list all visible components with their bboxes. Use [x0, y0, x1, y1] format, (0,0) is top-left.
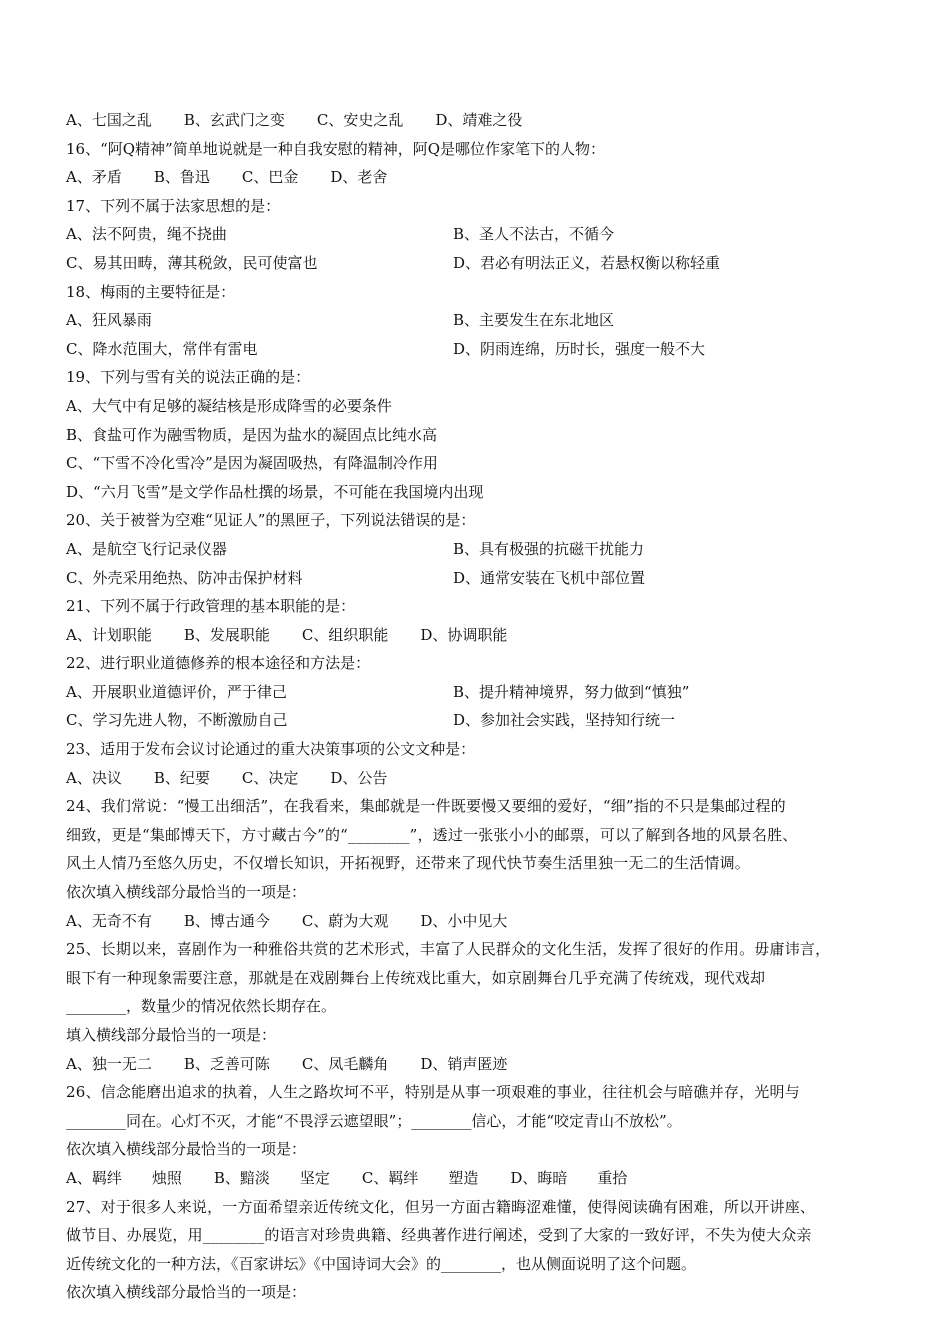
q16-stem: 16、“阿Q精神”简单地说就是一种自我安慰的精神，阿Q是哪位作家笔下的人物： — [66, 139, 606, 158]
option-c: C、“下雪不冷化雪冷”是因为凝固吸热，有降温制冷作用 — [66, 454, 438, 473]
option-a: A、决议 — [66, 768, 122, 787]
q17-options-cd — [66, 249, 910, 278]
q24-options — [66, 907, 910, 936]
option-b: B、纪要 — [153, 768, 210, 787]
option-a: A、矛盾 — [66, 168, 122, 187]
option-d: D、晦暗 重拾 — [510, 1168, 628, 1187]
option-c: C、外壳采用绝热、防冲击保护材料 — [66, 568, 303, 587]
q22-options-ab — [66, 678, 910, 707]
option-b: B、玄武门之变 — [183, 111, 285, 129]
option-d: D、通常安装在飞机中部位置 — [453, 568, 646, 587]
option-a: A、开展职业道德评价，严于律己 — [66, 682, 287, 701]
option-a: A、羁绊 烛照 — [66, 1168, 182, 1187]
q17-options-ab — [66, 220, 910, 249]
option-b: B、主要发生在东北地区 — [453, 311, 615, 330]
option-a: A、无奇不有 — [66, 911, 152, 930]
option-b: B、食盐可作为融雪物质，是因为盐水的凝固点比纯水高 — [66, 425, 438, 444]
q23-options — [66, 764, 910, 793]
q24-prompt: 依次填入横线部分最恰当的一项是： — [66, 883, 307, 902]
option-b: B、博古通今 — [183, 911, 270, 930]
q26-prompt: 依次填入横线部分最恰当的一项是： — [66, 1140, 307, 1159]
q17-stem: 17、下列不属于法家思想的是： — [66, 196, 281, 215]
option-a: A、大气中有足够的凝结核是形成降雪的必要条件 — [66, 396, 392, 415]
option-a: A、是航空飞行记录仪器 — [66, 539, 227, 558]
q21-options — [66, 621, 910, 650]
option-c: C、羁绊 塑造 — [361, 1168, 479, 1187]
option-c: C、易其田畴，薄其税敛，民可使富也 — [66, 253, 318, 272]
q15-options — [66, 106, 910, 135]
q27-stem-line: 近传统文化的一种方法，《百家讲坛》《中国诗词大会》的________，也从侧面说明了这个问题。 — [66, 1254, 697, 1273]
option-d: D、协调职能 — [420, 625, 508, 644]
q25-stem-line: ________，数量少的情况依然长期存在。 — [66, 997, 337, 1016]
q26-stem-line: ________同在。心灯不灭，才能“不畏浮云遮望眼”；________信心，才能“咬定青山不放松”。 — [66, 1111, 682, 1130]
option-c: C、巴金 — [241, 168, 299, 187]
option-c: C、安史之乱 — [316, 111, 404, 129]
option-d: D、参加社会实践，坚持知行统一 — [453, 711, 676, 730]
option-d: D、小中见大 — [420, 911, 508, 930]
option-d: D、君必有明法正义，若悬权衡以称轻重 — [453, 253, 721, 272]
q18-options-ab — [66, 306, 910, 335]
q16-options — [66, 163, 910, 192]
option-b: B、具有极强的抗磁干扰能力 — [453, 539, 645, 558]
option-a: A、法不阿贵，绳不挠曲 — [66, 225, 227, 244]
q25-options — [66, 1050, 910, 1079]
option-a: A、狂风暴雨 — [66, 311, 152, 330]
q26-stem-line: 26、信念能磨出追求的执着，人生之路坎坷不平，特别是从事一项艰难的事业，往往机会与暗礁并存，光明与 — [66, 1083, 800, 1102]
option-b: B、提升精神境界，努力做到“慎独” — [453, 682, 690, 701]
q22-stem: 22、进行职业道德修养的根本途径和方法是： — [66, 654, 371, 673]
q24-stem-line: 细致，更是“集邮博天下，方寸藏古今”的“________”，透过一张张小小的邮票，可以了解到各地的风景名胜、 — [66, 825, 798, 844]
option-c: C、学习先进人物，不断激励自己 — [66, 711, 288, 730]
option-a: A、七国之乱 — [66, 111, 152, 129]
option-d: D、销声匿迹 — [420, 1054, 508, 1073]
q25-prompt: 填入横线部分最恰当的一项是： — [66, 1026, 277, 1044]
option-c: C、降水范围大，常伴有雷电 — [66, 339, 258, 358]
option-b: B、黯淡 坚定 — [213, 1168, 330, 1187]
q20-stem: 20、关于被誉为空难“见证人”的黑匣子，下列说法错误的是： — [66, 511, 476, 530]
q19-stem: 19、下列与雪有关的说法正确的是： — [66, 368, 311, 387]
q21-stem: 21、下列不属于行政管理的基本职能的是： — [66, 597, 356, 616]
q25-stem-line: 25、长期以来，喜剧作为一种雅俗共赏的艺术形式，丰富了人民群众的文化生活，发挥了很好的作用。毋庸讳言， — [66, 940, 831, 959]
q27-stem-line: 做节目、办展览，用________的语言对珍贵典籍、经典著作进行阐述，受到了大家的一致好评，不失为使大众亲 — [66, 1226, 812, 1245]
option-d: D、阴雨连绵，历时长，强度一般不大 — [453, 339, 706, 358]
q26-options — [66, 1164, 910, 1193]
option-c: C、凤毛麟角 — [301, 1054, 389, 1073]
q18-stem: 18、梅雨的主要特征是： — [66, 282, 236, 301]
option-a: A、计划职能 — [66, 625, 152, 644]
q24-stem-line: 风土人情乃至悠久历史，不仅增长知识，开拓视野，还带来了现代快节奏生活里独一无二的生活情调。 — [66, 854, 751, 873]
q27-stem-line: 27、对于很多人来说，一方面希望亲近传统文化，但另一方面古籍晦涩难懂，使得阅读确有困难，所以开讲座、 — [66, 1197, 816, 1216]
option-d: D、公告 — [330, 768, 388, 787]
option-b: B、发展职能 — [183, 625, 270, 644]
q24-stem-line: 24、我们常说：“慢工出细活”，在我看来，集邮就是一件既要慢又要细的爱好，“细”指的不只是集邮过程的 — [66, 797, 786, 816]
option-d: D、老舍 — [330, 168, 388, 187]
q18-options-cd — [66, 335, 910, 364]
q20-options-cd — [66, 564, 910, 593]
q27-prompt: 依次填入横线部分最恰当的一项是： — [66, 1283, 307, 1302]
option-a: A、独一无二 — [66, 1054, 152, 1073]
option-b: B、乏善可陈 — [183, 1054, 270, 1073]
q25-stem-line: 眼下有一种现象需要注意，那就是在戏剧舞台上传统戏比重大，如京剧舞台几乎充满了传统戏，现代戏却 — [66, 968, 766, 987]
option-c: C、蔚为大观 — [301, 911, 389, 930]
q23-stem: 23、适用于发布会议讨论通过的重大决策事项的公文文种是： — [66, 740, 476, 759]
option-c: C、决定 — [241, 768, 299, 787]
option-b: B、圣人不法古，不循今 — [453, 225, 615, 244]
option-d: D、靖难之役 — [435, 111, 523, 129]
option-b: B、鲁迅 — [153, 168, 210, 187]
q22-options-cd — [66, 706, 910, 735]
q20-options-ab — [66, 535, 910, 564]
option-d: D、“六月飞雪”是文学作品杜撰的场景，不可能在我国境内出现 — [66, 482, 484, 501]
option-c: C、组织职能 — [301, 625, 389, 644]
